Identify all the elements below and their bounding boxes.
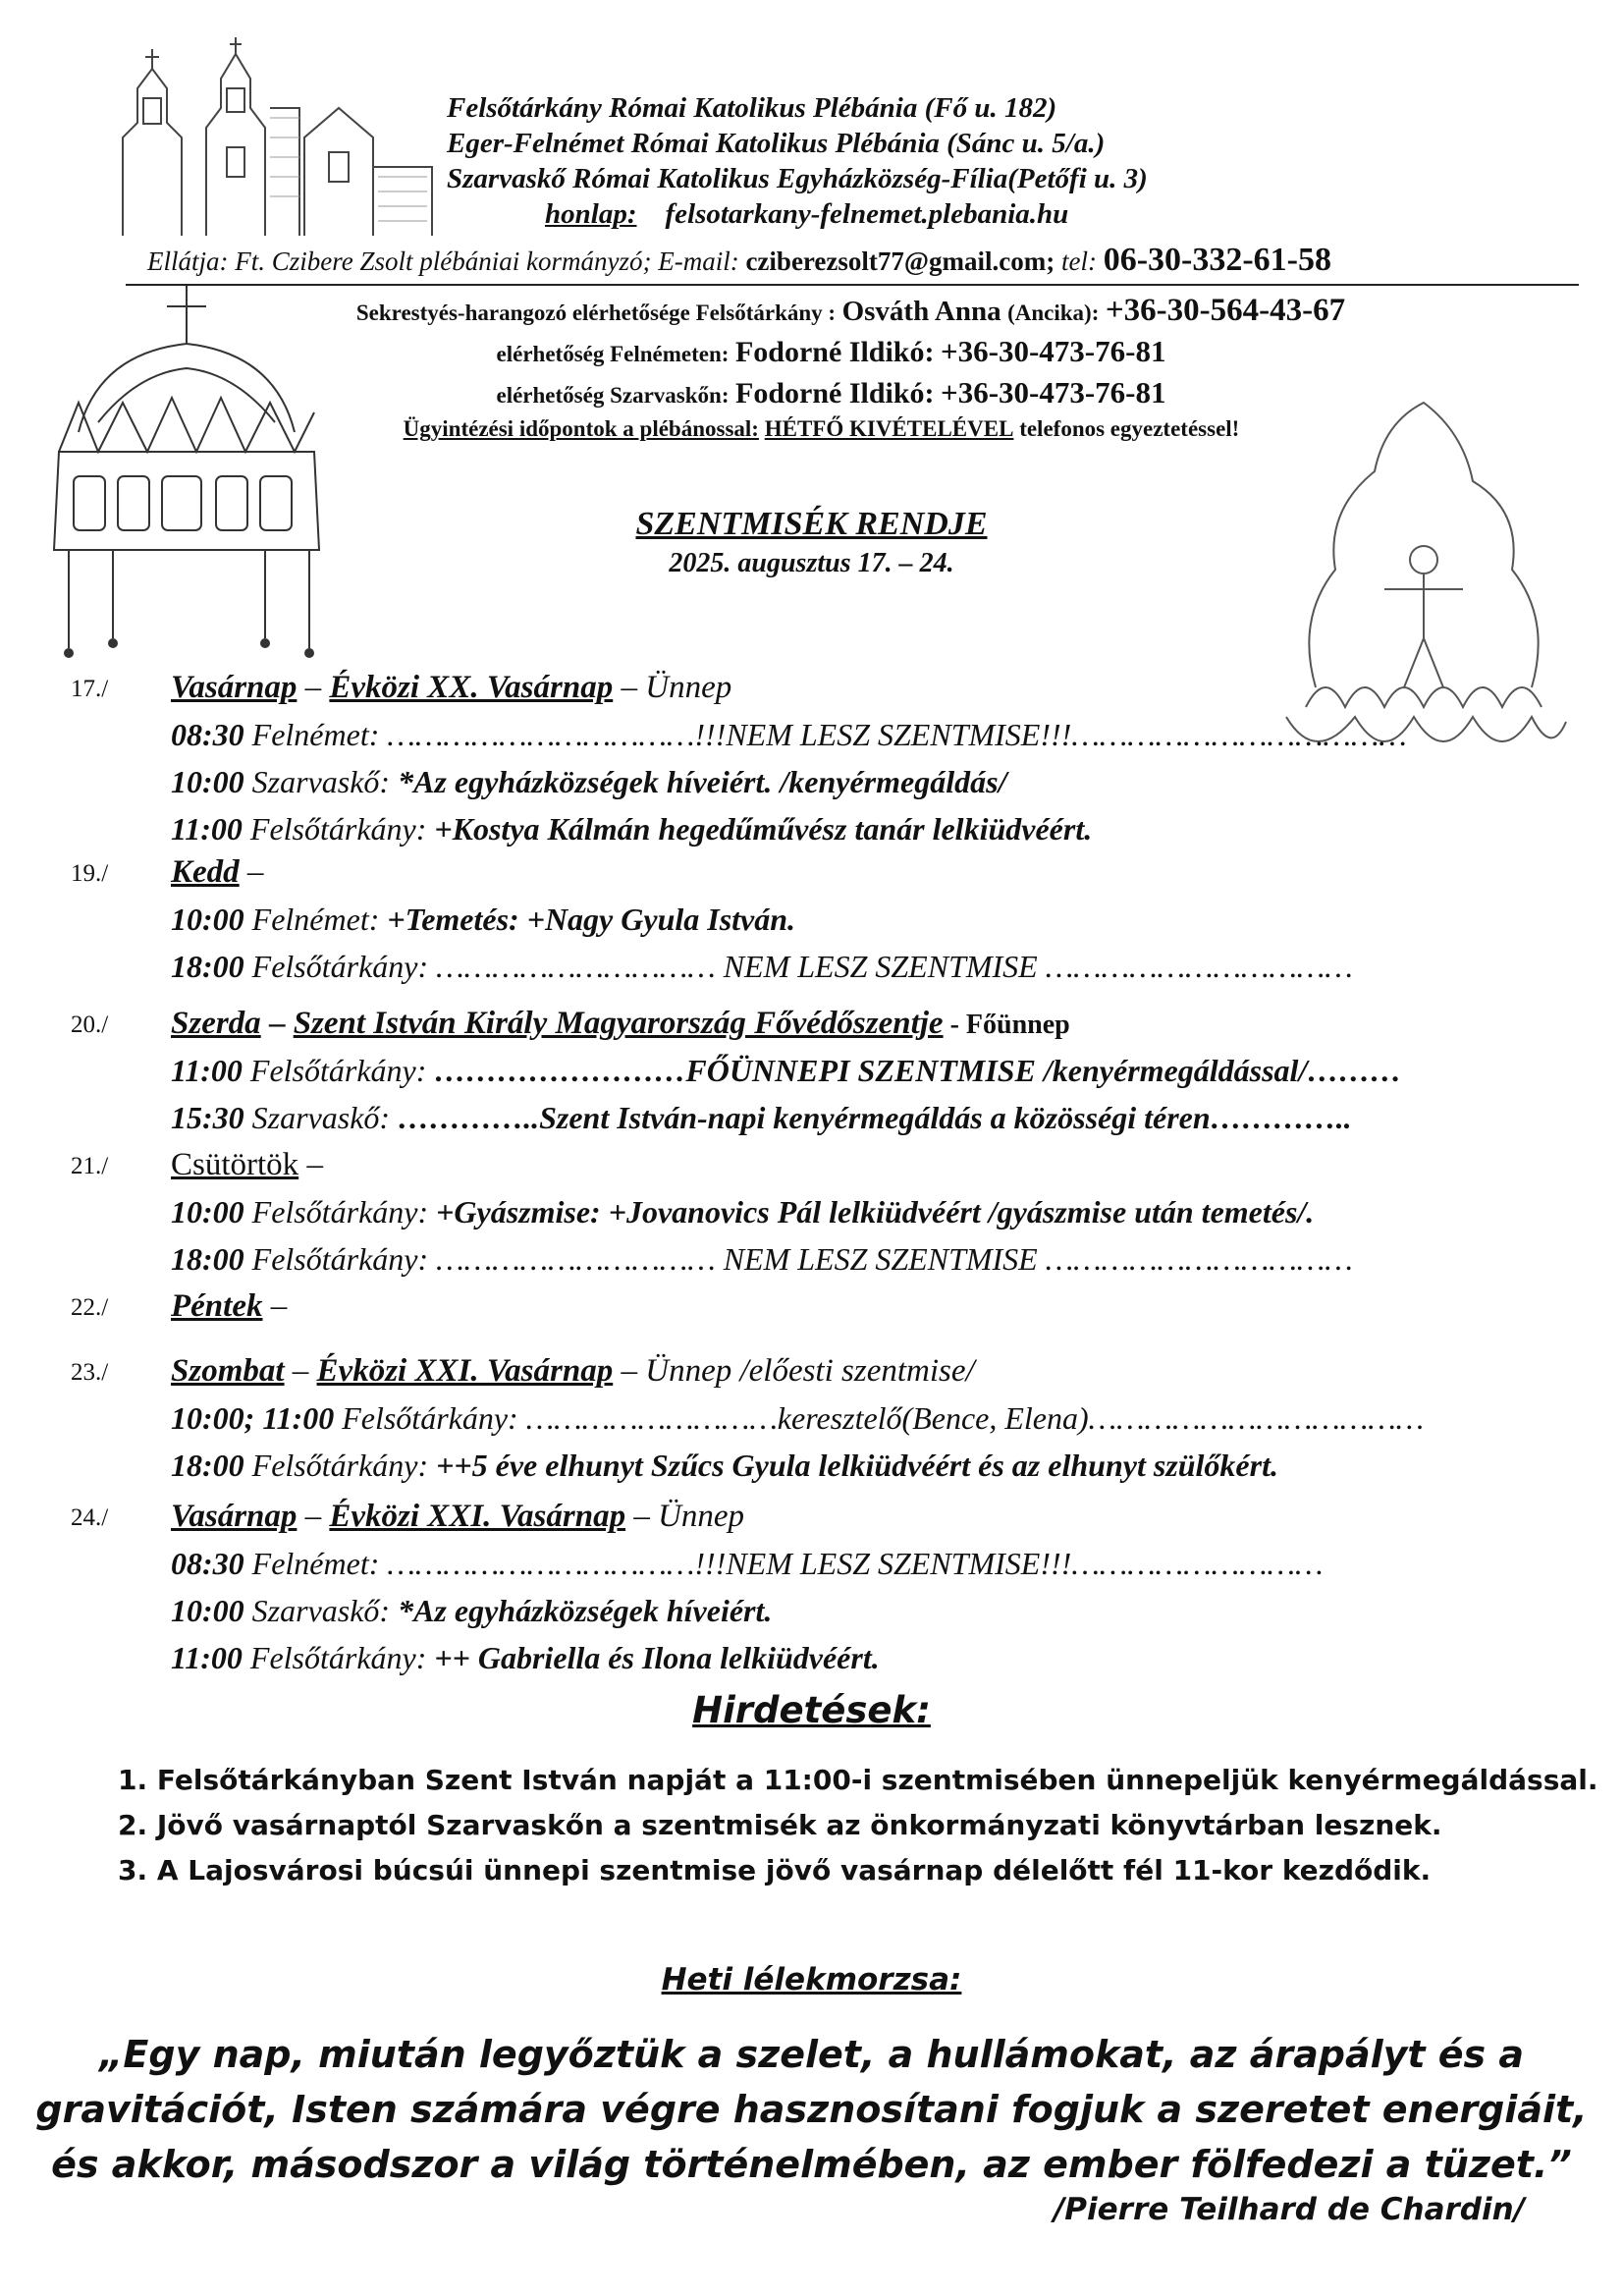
day-heading — [171, 1499, 744, 1535]
parish-felnemet: Eger-Felnémet Római Katolikus Plébánia (Sánc u. 5/a.) — [447, 128, 1106, 159]
mass-place: Felsőtárkány: — [243, 949, 437, 984]
office-hours — [10, 416, 1623, 442]
felnemet-label: elérhetőség Felnémeten: — [496, 342, 730, 366]
mass-line — [171, 764, 1006, 800]
mass-line — [171, 1241, 1353, 1278]
mass-intention: ……………………………!!!NEM LESZ SZENTMISE!!!……………………… — [387, 1546, 1324, 1581]
mass-line — [171, 1546, 1323, 1582]
mass-intention: *Az egyházközségek híveiért. /kenyérmegáldás/ — [398, 764, 1007, 799]
day-name: Kedd — [171, 854, 240, 890]
mass-time: 10:00 — [171, 764, 244, 799]
mass-line — [171, 1400, 1424, 1437]
mass-line — [171, 1593, 772, 1629]
mass-line — [171, 811, 1092, 847]
mass-time: 10:00 — [171, 902, 244, 937]
day-number: 21./ — [71, 1153, 109, 1179]
announcements-title: Hirdetések: — [692, 1689, 931, 1731]
priest-text: Ellátja: Ft. Czibere Zsolt plébániai kormányzó; E-mail: — [147, 246, 739, 276]
mass-place: Felsőtárkány: — [242, 1640, 435, 1675]
mass-line — [171, 1100, 1352, 1136]
mass-place: Felsőtárkány: — [242, 1053, 435, 1088]
mass-intention: +Kostya Kálmán hegedűművész tanár lelkiüdvéért. — [434, 811, 1093, 847]
szarvasko-name: Fodorné Ildikó: — [735, 377, 935, 410]
mass-line — [171, 1448, 1278, 1484]
day-number: 20./ — [71, 1011, 109, 1038]
mass-intention: +Gyászmise: +Jovanovics Pál lelkiüdvéért /gyászmise után temetés/. — [436, 1194, 1315, 1230]
day-number: 22./ — [71, 1294, 109, 1321]
felnemet-contact — [20, 334, 1623, 369]
mass-line — [171, 949, 1353, 985]
office-emphasis: HÉTFŐ KIVÉTELÉVEL — [764, 416, 1014, 441]
day-heading — [171, 1288, 287, 1325]
sacristan-nick: (Ancika): — [1007, 301, 1100, 325]
day-occasion: Szent István Király Magyarország Fővédőszentje — [293, 1006, 944, 1041]
quote-author: /Pierre Teilhard de Chardin/ — [1053, 2192, 1525, 2227]
day-sep: – — [260, 1006, 294, 1041]
priest-phone: 06-30-332-61-58 — [1103, 242, 1331, 278]
mass-intention: *Az egyházközségek híveiért. — [398, 1593, 773, 1628]
day-name: Szombat — [171, 1353, 285, 1389]
day-name: Szerda — [171, 1006, 261, 1041]
website-line — [545, 196, 1429, 232]
mass-place: Felnémet: — [243, 1546, 388, 1581]
mass-intention: ……………………FŐÜNNEPI SZENTMISE /kenyérmegáldással/……… — [434, 1053, 1402, 1088]
announcement-item: 1. Felsőtárkányban Szent István napját a 11:00-i szentmisében ünnepeljük kenyérmegáldással. — [118, 1764, 1598, 1796]
mass-intention: ……………………………!!!NEM LESZ SZENTMISE!!!……………………………… — [387, 717, 1407, 752]
mass-intention: ………………………… NEM LESZ SZENTMISE …………………………… — [436, 949, 1353, 984]
szarvasko-contact — [20, 375, 1623, 410]
mass-time: 11:00 — [171, 1640, 243, 1675]
mass-time: 18:00 — [171, 1241, 244, 1277]
sacristan-phone: +36-30-564-43-67 — [1105, 293, 1346, 328]
mass-place: Felnémet: — [243, 717, 388, 752]
day-sep: – — [297, 1499, 330, 1534]
day-heading — [171, 1006, 1070, 1042]
mass-time: 10:00 — [171, 1593, 244, 1628]
mass-time: 11:00 — [171, 1053, 243, 1088]
sacristan-label: Sekrestyés-harangozó elérhetősége Felsőtárkány : — [355, 301, 837, 325]
felnemet-phone: +36-30-473-76-81 — [940, 334, 1166, 368]
mass-place: Szarvaskő: — [243, 1593, 399, 1628]
day-rank: - Főünnep — [943, 1010, 1070, 1040]
day-rank: – Ünnep — [625, 1499, 745, 1534]
day-number: 19./ — [71, 860, 109, 887]
day-name: Vasárnap — [171, 1499, 298, 1534]
mass-line — [171, 902, 795, 938]
day-sep: – — [262, 1288, 288, 1324]
mass-place: Felsőtárkány: — [243, 1241, 437, 1277]
szarvasko-phone: +36-30-473-76-81 — [941, 375, 1166, 410]
schedule-dates: 2025. augusztus 17. – 24. — [669, 548, 954, 578]
parish-szarvasko: Szarvaskő Római Katolikus Egyházközség-Fília(Petőfi u. 3) — [447, 163, 1148, 194]
day-sep: – — [298, 1147, 323, 1182]
priest-line — [147, 242, 1331, 279]
mass-time: 11:00 — [171, 811, 243, 847]
mass-intention: …………..Szent István-napi kenyérmegáldás a közösségi téren………….. — [398, 1100, 1352, 1135]
announcement-item: 3. A Lajosvárosi búcsúi ünnepi szentmise jövő vasárnap délelőtt fél 11-kor kezdődik. — [118, 1854, 1432, 1886]
sacred-heart-flames-illustration — [1276, 393, 1571, 766]
mass-time: 08:30 — [171, 1546, 244, 1581]
mass-time: 18:00 — [171, 949, 244, 984]
day-heading — [171, 1147, 323, 1183]
parish-felsotarkany: Felsőtárkány Római Katolikus Plébánia (Fő u. 182) — [447, 92, 1057, 124]
mass-intention: ++ Gabriella és Ilona lelkiüdvéért. — [434, 1640, 880, 1675]
day-number: 17./ — [71, 676, 109, 702]
schedule-title: SZENTMISÉK RENDJE — [635, 506, 988, 542]
office-label: Ügyintézési időpontok a plébánossal: — [403, 416, 759, 441]
mass-intention: ………………………… NEM LESZ SZENTMISE …………………………… — [436, 1241, 1353, 1277]
announcement-item: 2. Jövő vasárnaptól Szarvaskőn a szentmisék az önkormányzati könyvtárban lesznek. — [118, 1809, 1442, 1841]
day-number: 23./ — [71, 1359, 109, 1386]
mass-intention: ++5 éve elhunyt Szűcs Gyula lelkiüdvéért és az elhunyt szülőkért. — [436, 1448, 1278, 1483]
day-occasion: Évközi XXI. Vasárnap — [316, 1353, 614, 1389]
sacristan-name: Osváth Anna — [841, 296, 1001, 327]
mass-place: Felnémet: — [243, 902, 388, 937]
mass-intention: +Temetés: +Nagy Gyula István. — [387, 902, 796, 937]
mass-time: 18:00 — [171, 1448, 244, 1483]
day-name: Csütörtök — [171, 1147, 299, 1182]
mass-line — [171, 717, 1407, 753]
quote-line: „Egy nap, miután legyőztük a szelet, a hullámokat, az árapályt és a — [98, 2033, 1525, 2076]
szarvasko-label: elérhetőség Szarvaskőn: — [496, 383, 730, 408]
mass-place: Felsőtárkány: — [334, 1400, 526, 1436]
day-heading — [171, 854, 263, 891]
day-occasion: Évközi XX. Vasárnap — [329, 670, 614, 705]
day-rank: – Ünnep — [613, 670, 732, 705]
morsel-title: Heti lélekmorzsa: — [661, 1962, 962, 1997]
day-number: 24./ — [71, 1504, 109, 1531]
mass-place: Felsőtárkány: — [243, 1448, 437, 1483]
quote-line: gravitációt, Isten számára végre hasznosítani fogjuk a szeretet energiáit, — [35, 2088, 1588, 2131]
day-occasion: Évközi XXI. Vasárnap — [329, 1499, 626, 1534]
mass-place: Felsőtárkány: — [243, 1194, 437, 1230]
sacristan-contact — [39, 293, 1623, 329]
mass-time: 15:30 — [171, 1100, 244, 1135]
mass-place: Szarvaskő: — [243, 764, 399, 799]
mass-line — [171, 1640, 880, 1676]
mass-time: 08:30 — [171, 717, 244, 752]
website-label: honlap: — [545, 198, 637, 230]
mass-place: Felsőtárkány: — [242, 811, 435, 847]
day-heading — [171, 670, 731, 706]
mass-time: 10:00 — [171, 1194, 244, 1230]
priest-email[interactable]: cziberezsolt77@gmail.com; — [745, 246, 1055, 276]
mass-line — [171, 1194, 1314, 1230]
website-link[interactable]: felsotarkany-felnemet.plebania.hu — [665, 198, 1069, 230]
church-illustration — [108, 29, 442, 246]
mass-time: 10:00; 11:00 — [171, 1400, 335, 1436]
mass-intention: ………………………keresztelő(Bence, Elena)……………………………… — [525, 1400, 1425, 1436]
day-heading — [171, 1353, 975, 1390]
tel-label: tel: — [1060, 246, 1097, 276]
day-sep: – — [239, 854, 264, 890]
office-rest: telefonos egyeztetéssel! — [1019, 416, 1240, 441]
mass-line — [171, 1053, 1401, 1089]
quote-line: és akkor, másodszor a világ történelmében, az ember fölfedezi a tüzet.” — [51, 2143, 1572, 2186]
header-divider — [126, 284, 1579, 286]
day-sep: – — [284, 1353, 317, 1389]
day-name: Péntek — [171, 1288, 263, 1324]
day-sep: – — [297, 670, 330, 705]
day-name: Vasárnap — [171, 670, 298, 705]
day-rank: – Ünnep /előesti szentmise/ — [613, 1353, 975, 1389]
felnemet-name: Fodorné Ildikó: — [734, 336, 935, 368]
mass-place: Szarvaskő: — [243, 1100, 399, 1135]
